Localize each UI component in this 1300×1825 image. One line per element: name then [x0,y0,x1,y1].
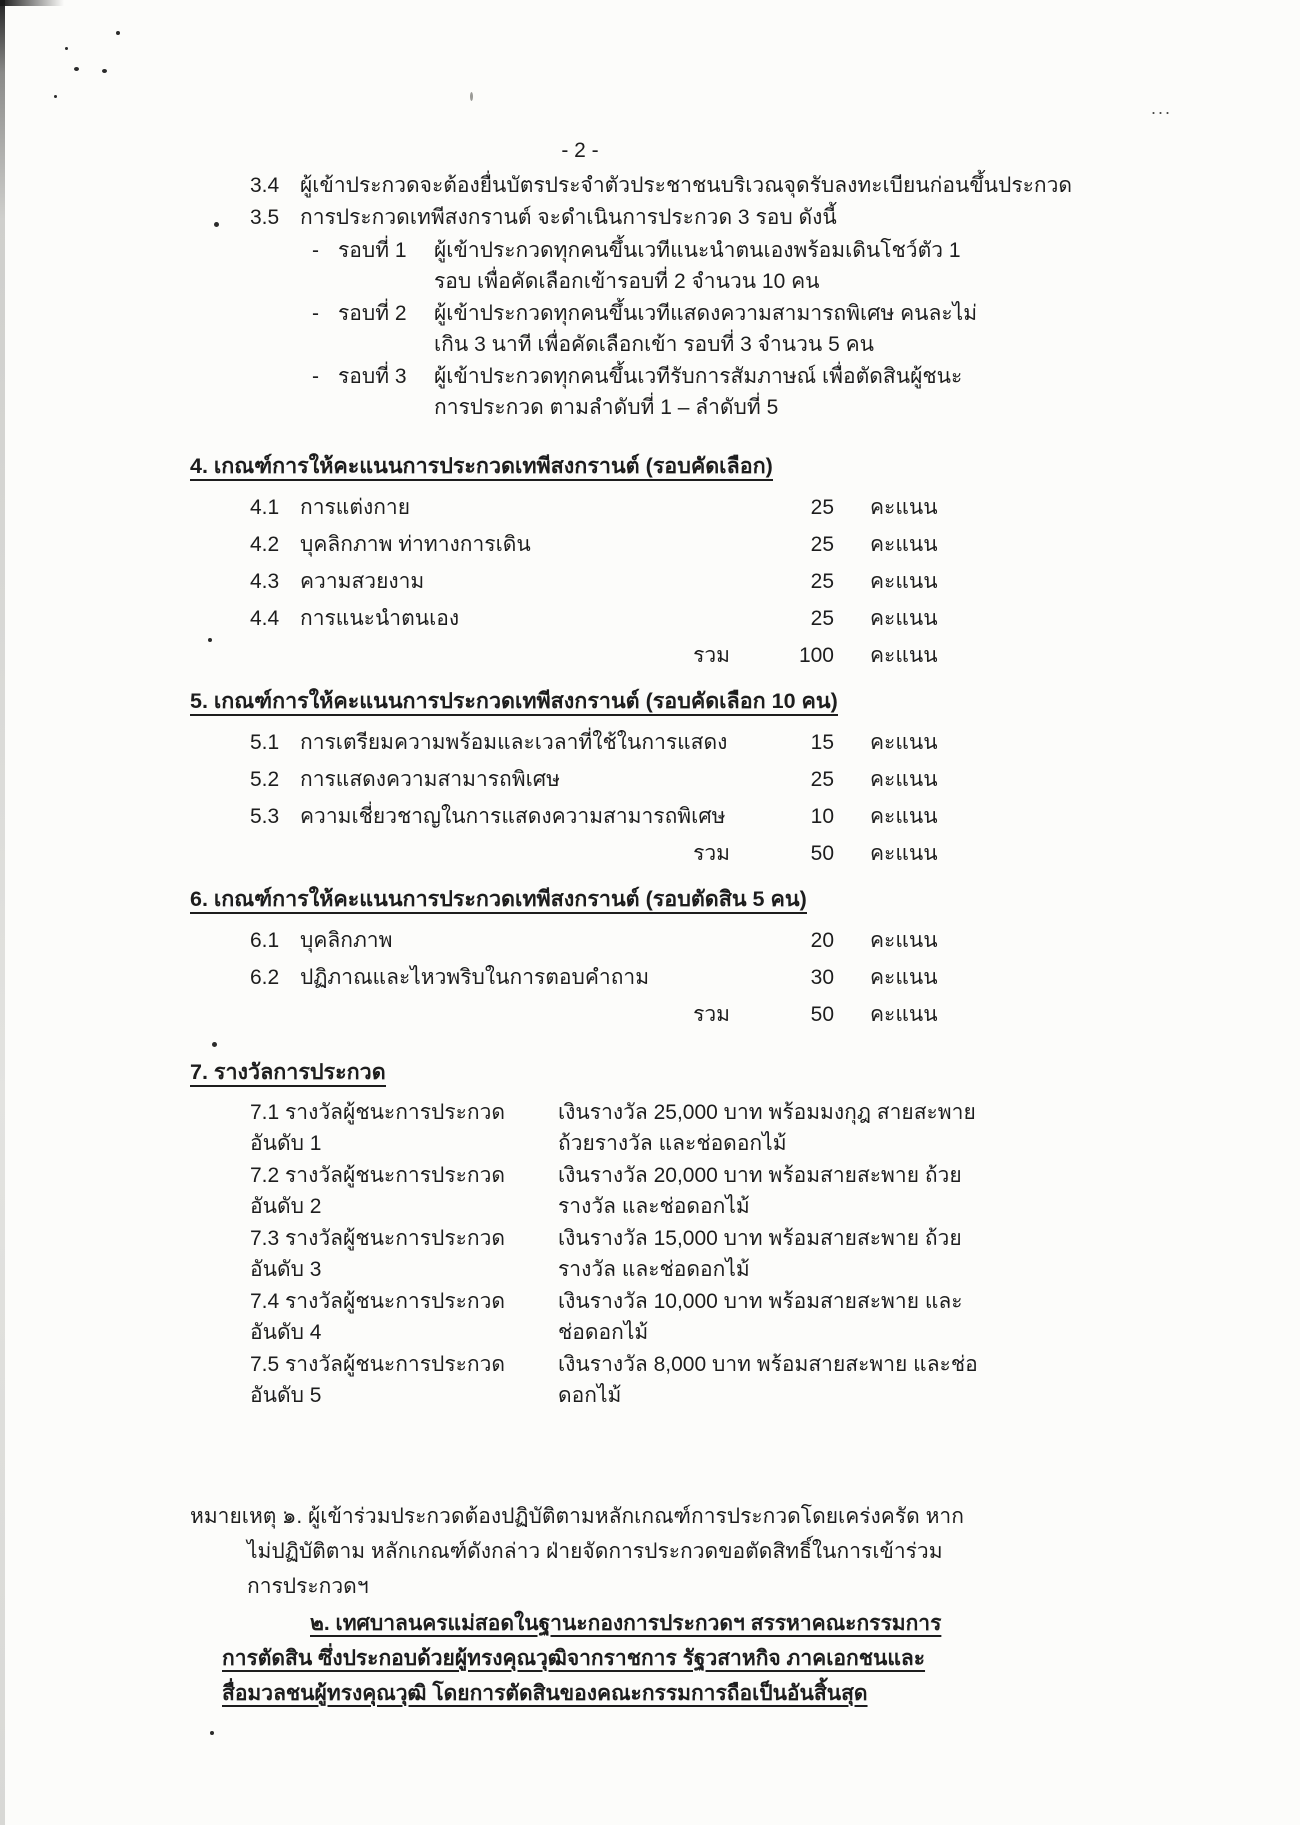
bullet-dash: - [312,302,319,325]
section-4-score-table [250,493,955,671]
prize-description: เงินรางวัล 10,000 บาท พร้อมสายสะพาย และช่อดอกไม้ [558,1290,963,1344]
prize-row-5 [250,1349,980,1411]
scan-speckle [116,31,120,35]
score-unit: คะแนน [870,966,938,989]
clause-3-4 [250,170,1300,202]
scan-speckle [214,222,219,227]
bullet-dash: - [312,239,319,262]
score-unit: คะแนน [870,768,938,791]
criterion-number: 6.2 [250,966,280,989]
round-item-2 [312,298,1300,360]
corner-dots-mark: ... [1150,98,1172,118]
section-5-score-table [250,728,955,869]
score-row [250,802,955,832]
section-6-score-table [250,926,955,1030]
criterion-score: 25 [810,533,834,556]
prize-rank-label: 7.2 รางวัลผู้ชนะการประกวด อันดับ 2 [250,1164,506,1218]
scan-speckle [65,47,68,50]
scan-speckle [74,67,79,71]
round-item-3 [312,361,1300,423]
prize-row-3 [250,1223,980,1285]
criterion-number: 5.1 [250,731,280,754]
round-label: รอบที่ 3 [338,365,407,388]
score-row [250,963,955,993]
criterion-score: 25 [810,607,834,630]
scan-speckle [54,95,57,98]
score-unit: คะแนน [870,533,938,556]
scan-speckle [470,92,473,101]
criterion-label: บุคลิกภาพ [300,929,393,952]
scan-speckle [212,1042,217,1047]
prize-row-2 [250,1160,980,1222]
criterion-number: 5.2 [250,768,280,791]
round-item-1 [312,235,1300,297]
scan-edge-top [0,0,64,6]
remark-1: ๑. ผู้เข้าร่วมประกวดต้องปฏิบัติตามหลักเกณฑ์การประกวดโดยเคร่งครัด หากไม่ปฏิบัติตาม หลักเกณฑ์ดังกล่าว ฝ่ายจัดการประกวดขอตัดสิทธิ์ในการเข้าร่วมการประกวดฯ [247,1505,964,1598]
total-label: รวม [693,1003,730,1026]
score-unit: คะแนน [870,570,938,593]
criterion-score: 10 [810,805,834,828]
criterion-label: ความเชี่ยวชาญในการแสดงความสามารถพิเศษ [300,805,726,828]
bullet-dash: - [312,365,319,388]
score-unit: คะแนน [870,1003,938,1026]
criterion-score: 15 [810,731,834,754]
prize-rank-label: 7.5 รางวัลผู้ชนะการประกวด อันดับ 5 [250,1353,506,1407]
prize-description: เงินรางวัล 15,000 บาท พร้อมสายสะพาย ถ้วยรางวัล และช่อดอกไม้ [558,1227,962,1281]
criterion-label: ปฏิภาณและไหวพริบในการตอบคำถาม [300,966,650,989]
prize-row-1 [250,1097,980,1159]
round-description: ผู้เข้าประกวดทุกคนขึ้นเวทีรับการสัมภาษณ์ เพื่อตัดสินผู้ชนะการประกวด ตามลำดับที่ 1 – ลำดับที่ 5 [434,365,963,419]
section-7-heading [190,1056,1300,1089]
section-heading-text: 7. รางวัลการประกวด [190,1060,386,1087]
score-row [250,604,955,634]
total-row [250,641,955,671]
section-4-heading [190,450,1300,483]
criterion-score: 30 [810,966,834,989]
prize-description: เงินรางวัล 25,000 บาท พร้อมมงกุฎ สายสะพาย ถ้วยรางวัล และช่อดอกไม้ [558,1101,976,1155]
clause-number: 3.5 [250,206,280,229]
scan-speckle [102,69,107,73]
page-number: - 2 - [561,139,599,162]
score-unit: คะแนน [870,607,938,630]
total-label: รวม [693,644,730,667]
criterion-score: 25 [810,570,834,593]
round-description: ผู้เข้าประกวดทุกคนขึ้นเวทีแนะนำตนเองพร้อมเดินโชว์ตัว 1 รอบ เพื่อคัดเลือกเข้ารอบที่ 2 จำนวน 10 คน [434,239,961,293]
remarks-label: หมายเหตุ : [190,1505,289,1528]
clause-text: ผู้เข้าประกวดจะต้องยื่นบัตรประจำตัวประชาชนบริเวณจุดรับลงทะเบียนก่อนขึ้นประกวด [300,174,1073,197]
section-heading-text: 5. เกณฑ์การให้คะแนนการประกวดเทพีสงกรานต์ (รอบคัดเลือก 10 คน) [190,689,838,716]
prize-table [250,1097,980,1411]
criterion-label: การแต่งกาย [300,496,411,519]
score-unit: คะแนน [870,496,938,519]
criterion-score: 25 [810,496,834,519]
remark-2: ๒. เทศบาลนครแม่สอดในฐานะกองการประกวดฯ สรรหาคณะกรรมการการตัดสิน ซึ่งประกอบด้วยผู้ทรงคุณวุฒิจากราชการ รัฐวสาหกิจ ภาคเอกชนและสื่อมวลชนผู้ทรงคุณวุฒิ โดยการตัดสินของคณะกรรมการถือเป็นอันสิ้นสุด [222,1612,942,1705]
score-unit: คะแนน [870,929,938,952]
criterion-number: 5.3 [250,805,280,828]
criterion-score: 25 [810,768,834,791]
prize-description: เงินรางวัล 20,000 บาท พร้อมสายสะพาย ถ้วยรางวัล และช่อดอกไม้ [558,1164,962,1218]
total-score: 50 [810,842,834,865]
prize-rank-label: 7.3 รางวัลผู้ชนะการประกวด อันดับ 3 [250,1227,506,1281]
score-row [250,493,955,523]
score-unit: คะแนน [870,731,938,754]
criterion-number: 4.3 [250,570,280,593]
score-row [250,926,955,956]
score-unit: คะแนน [870,805,938,828]
clause-text: การประกวดเทพีสงกรานต์ จะดำเนินการประกวด 3 รอบ ดังนี้ [300,206,837,229]
criterion-label: บุคลิกภาพ ท่าทางการเดิน [300,533,531,556]
prize-rank-label: 7.1 รางวัลผู้ชนะการประกวด อันดับ 1 [250,1101,506,1155]
criterion-number: 4.2 [250,533,280,556]
criterion-number: 4.4 [250,607,280,630]
criterion-label: การแสดงความสามารถพิเศษ [300,768,560,791]
total-row [250,839,955,869]
criterion-score: 20 [810,929,834,952]
section-5-heading [190,685,1300,718]
section-heading-text: 4. เกณฑ์การให้คะแนนการประกวดเทพีสงกรานต์ (รอบคัดเลือก) [190,454,773,481]
clause-3-5 [250,202,1300,234]
prize-description: เงินรางวัล 8,000 บาท พร้อมสายสะพาย และช่อดอกไม้ [558,1353,978,1407]
section-heading-text: 6. เกณฑ์การให้คะแนนการประกวดเทพีสงกรานต์ (รอบตัดสิน 5 คน) [190,887,807,914]
score-row [250,530,955,560]
score-row [250,765,955,795]
scan-speckle [208,638,212,642]
score-row [250,567,955,597]
round-description: ผู้เข้าประกวดทุกคนขึ้นเวทีแสดงความสามารถพิเศษ คนละไม่เกิน 3 นาที เพื่อคัดเลือกเข้า รอบที่ 3 จำนวน 5 คน [434,302,978,356]
clause-number: 3.4 [250,174,280,197]
score-unit: คะแนน [870,842,938,865]
criterion-label: ความสวยงาม [300,570,425,593]
prize-row-4 [250,1286,980,1348]
scan-speckle [210,1731,214,1735]
total-score: 100 [798,644,834,667]
remarks-block [0,1499,1300,1711]
criterion-label: การแนะนำตนเอง [300,607,460,630]
criterion-number: 6.1 [250,929,280,952]
prize-rank-label: 7.4 รางวัลผู้ชนะการประกวด อันดับ 4 [250,1290,506,1344]
round-label: รอบที่ 2 [338,302,407,325]
total-label: รวม [693,842,730,865]
round-label: รอบที่ 1 [338,239,407,262]
section-6-heading [190,883,1300,916]
contest-rounds-list [312,235,1300,423]
score-unit: คะแนน [870,644,938,667]
total-score: 50 [810,1003,834,1026]
score-row [250,728,955,758]
criterion-number: 4.1 [250,496,280,519]
criterion-label: การเตรียมความพร้อมและเวลาที่ใช้ในการแสดง [300,731,728,754]
total-row [250,1000,955,1030]
